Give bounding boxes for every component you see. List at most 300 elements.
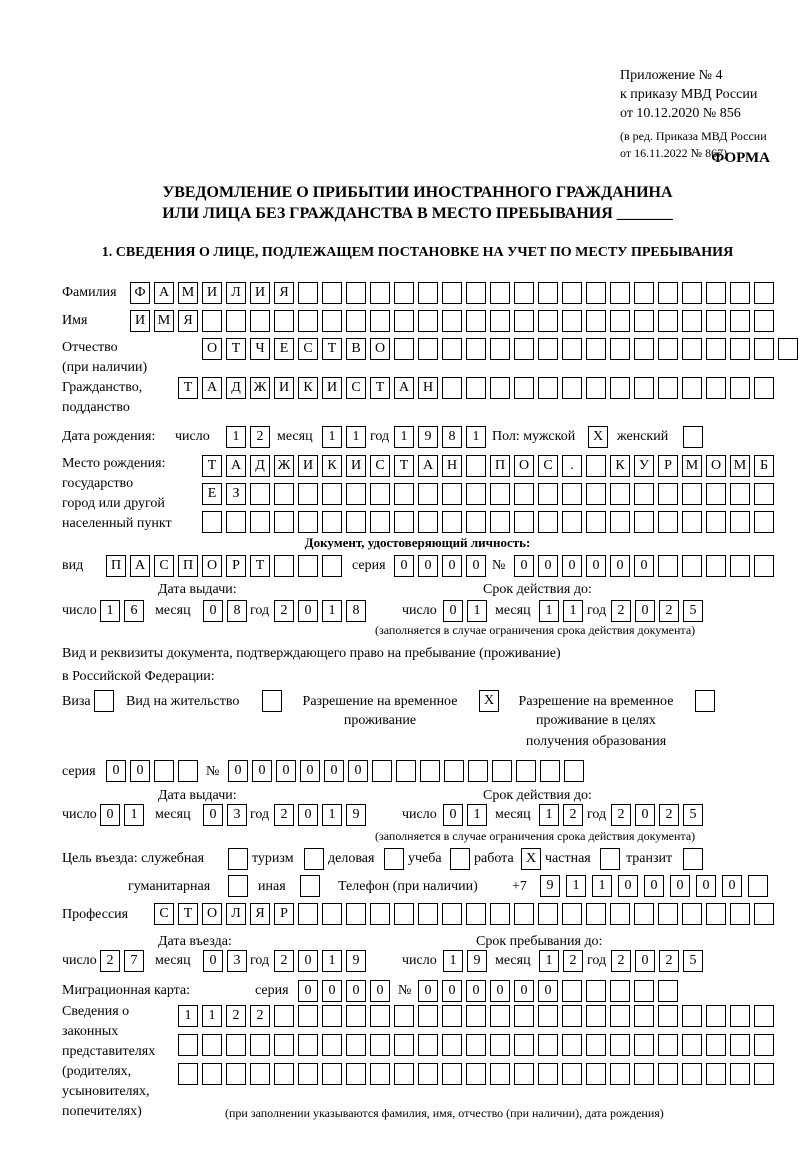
stay-number-cell[interactable]: [516, 760, 536, 782]
birthplace-cell[interactable]: О: [706, 455, 726, 477]
id-number-cell[interactable]: 0: [610, 555, 630, 577]
other-checkbox-cell[interactable]: [300, 875, 320, 897]
representative-cell[interactable]: [466, 1005, 486, 1027]
name-cell[interactable]: [538, 310, 558, 332]
surname-cell[interactable]: [442, 282, 462, 304]
id-number-cell[interactable]: [754, 555, 774, 577]
id-type-cell[interactable]: [298, 555, 318, 577]
representative-cell[interactable]: 2: [250, 1005, 270, 1027]
entry-month-cell[interactable]: 3: [227, 950, 247, 972]
stay-number-cell[interactable]: 0: [228, 760, 248, 782]
representative-cell[interactable]: [682, 1005, 702, 1027]
dob-year-cell[interactable]: 9: [418, 426, 438, 448]
birthplace-cell[interactable]: Т: [394, 455, 414, 477]
id-type-cell[interactable]: [274, 555, 294, 577]
representative-cell[interactable]: 2: [226, 1005, 246, 1027]
representative-cell[interactable]: [658, 1005, 678, 1027]
name-cell[interactable]: [706, 310, 726, 332]
birthplace-cell[interactable]: [562, 483, 582, 505]
representative-cell[interactable]: [610, 1063, 630, 1085]
patronymic-cell[interactable]: [658, 338, 678, 360]
name-cell[interactable]: [226, 310, 246, 332]
name-cell[interactable]: [322, 310, 342, 332]
surname-cell[interactable]: [394, 282, 414, 304]
birthplace-cell[interactable]: И: [346, 455, 366, 477]
profession-cell[interactable]: [754, 903, 774, 925]
birthplace-cell[interactable]: [370, 511, 390, 533]
id-series-cell[interactable]: 0: [466, 555, 486, 577]
migration-series-cell[interactable]: 0: [370, 980, 390, 1002]
valid-month-cell[interactable]: 1: [539, 804, 559, 826]
id-type-cell[interactable]: Т: [250, 555, 270, 577]
representative-cell[interactable]: [490, 1063, 510, 1085]
birthplace-cell[interactable]: [226, 511, 246, 533]
issue-month-cell[interactable]: 0: [203, 600, 223, 622]
citizenship-cell[interactable]: Т: [370, 377, 390, 399]
representative-cell[interactable]: [466, 1034, 486, 1056]
representative-cell[interactable]: [274, 1063, 294, 1085]
valid-year-cell[interactable]: 5: [683, 600, 703, 622]
stay-series-cell[interactable]: [178, 760, 198, 782]
valid-year-cell[interactable]: 2: [659, 600, 679, 622]
stay-number-cell[interactable]: [492, 760, 512, 782]
phone-cell[interactable]: 0: [722, 875, 742, 897]
birthplace-cell[interactable]: К: [610, 455, 630, 477]
id-type-cell[interactable]: [322, 555, 342, 577]
phone-cell[interactable]: 0: [644, 875, 664, 897]
surname-cell[interactable]: [634, 282, 654, 304]
profession-cell[interactable]: О: [202, 903, 222, 925]
citizenship-cell[interactable]: [706, 377, 726, 399]
issue-year-cell[interactable]: 1: [322, 804, 342, 826]
representative-cell[interactable]: [370, 1005, 390, 1027]
dob-month-cell[interactable]: 1: [346, 426, 366, 448]
representative-cell[interactable]: [322, 1005, 342, 1027]
citizenship-cell[interactable]: С: [346, 377, 366, 399]
citizenship-cell[interactable]: [610, 377, 630, 399]
birthplace-cell[interactable]: [586, 455, 606, 477]
profession-cell[interactable]: [562, 903, 582, 925]
phone-cell[interactable]: 0: [618, 875, 638, 897]
birthplace-cell[interactable]: [730, 483, 750, 505]
profession-cell[interactable]: [658, 903, 678, 925]
representative-cell[interactable]: [442, 1005, 462, 1027]
surname-cell[interactable]: Ф: [130, 282, 150, 304]
surname-cell[interactable]: [370, 282, 390, 304]
surname-cell[interactable]: А: [154, 282, 174, 304]
representative-cell[interactable]: [490, 1005, 510, 1027]
patronymic-cell[interactable]: [586, 338, 606, 360]
migration-series-cell[interactable]: 0: [322, 980, 342, 1002]
stay-year-cell[interactable]: 2: [659, 950, 679, 972]
representative-cell[interactable]: [442, 1034, 462, 1056]
representative-cell[interactable]: [394, 1005, 414, 1027]
work-checkbox-cell[interactable]: X: [521, 848, 541, 870]
birthplace-cell[interactable]: П: [490, 455, 510, 477]
patronymic-cell[interactable]: Е: [274, 338, 294, 360]
profession-cell[interactable]: [370, 903, 390, 925]
citizenship-cell[interactable]: [562, 377, 582, 399]
surname-cell[interactable]: [418, 282, 438, 304]
entry-month-cell[interactable]: 0: [203, 950, 223, 972]
dob-year-cell[interactable]: 1: [466, 426, 486, 448]
birthplace-cell[interactable]: К: [322, 455, 342, 477]
name-cell[interactable]: [418, 310, 438, 332]
stay-number-cell[interactable]: [420, 760, 440, 782]
representative-cell[interactable]: [658, 1034, 678, 1056]
birthplace-cell[interactable]: [250, 511, 270, 533]
birthplace-cell[interactable]: А: [226, 455, 246, 477]
birthplace-cell[interactable]: [730, 511, 750, 533]
birthplace-cell[interactable]: А: [418, 455, 438, 477]
migration-number-cell[interactable]: [586, 980, 606, 1002]
birthplace-cell[interactable]: М: [682, 455, 702, 477]
trp-edu-checkbox-cell[interactable]: [695, 690, 715, 712]
surname-cell[interactable]: [730, 282, 750, 304]
birthplace-cell[interactable]: [586, 483, 606, 505]
name-cell[interactable]: [370, 310, 390, 332]
stay-number-cell[interactable]: [564, 760, 584, 782]
representative-cell[interactable]: [706, 1005, 726, 1027]
birthplace-cell[interactable]: [514, 483, 534, 505]
surname-cell[interactable]: Я: [274, 282, 294, 304]
profession-cell[interactable]: [682, 903, 702, 925]
entry-day-cell[interactable]: 2: [100, 950, 120, 972]
patronymic-cell[interactable]: [418, 338, 438, 360]
stay-month-cell[interactable]: 1: [539, 950, 559, 972]
birthplace-cell[interactable]: М: [730, 455, 750, 477]
valid-year-cell[interactable]: 2: [611, 804, 631, 826]
profession-cell[interactable]: Я: [250, 903, 270, 925]
representative-cell[interactable]: [586, 1034, 606, 1056]
birthplace-cell[interactable]: Т: [202, 455, 222, 477]
citizenship-cell[interactable]: [538, 377, 558, 399]
valid-day-cell[interactable]: 1: [467, 600, 487, 622]
birthplace-cell[interactable]: [274, 483, 294, 505]
birthplace-cell[interactable]: Е: [202, 483, 222, 505]
profession-cell[interactable]: [394, 903, 414, 925]
surname-cell[interactable]: [562, 282, 582, 304]
patronymic-cell[interactable]: [706, 338, 726, 360]
phone-cell[interactable]: [748, 875, 768, 897]
patronymic-cell[interactable]: О: [370, 338, 390, 360]
surname-cell[interactable]: [514, 282, 534, 304]
representative-cell[interactable]: [706, 1063, 726, 1085]
birthplace-cell[interactable]: [442, 511, 462, 533]
birthplace-cell[interactable]: [658, 511, 678, 533]
citizenship-cell[interactable]: Ж: [250, 377, 270, 399]
trp-checkbox-cell[interactable]: X: [479, 690, 499, 712]
profession-cell[interactable]: [298, 903, 318, 925]
phone-cell[interactable]: 1: [566, 875, 586, 897]
entry-day-cell[interactable]: 7: [124, 950, 144, 972]
birthplace-cell[interactable]: [274, 511, 294, 533]
representative-cell[interactable]: [610, 1034, 630, 1056]
patronymic-cell[interactable]: [730, 338, 750, 360]
migration-number-cell[interactable]: [634, 980, 654, 1002]
birthplace-cell[interactable]: [538, 511, 558, 533]
valid-day-cell[interactable]: 0: [443, 600, 463, 622]
stay-year-cell[interactable]: 5: [683, 950, 703, 972]
birthplace-cell[interactable]: [466, 483, 486, 505]
stay-number-cell[interactable]: 0: [348, 760, 368, 782]
dob-year-cell[interactable]: 1: [394, 426, 414, 448]
representative-cell[interactable]: [274, 1034, 294, 1056]
birthplace-cell[interactable]: [754, 511, 774, 533]
stay-number-cell[interactable]: [444, 760, 464, 782]
profession-cell[interactable]: [442, 903, 462, 925]
valid-year-cell[interactable]: 0: [635, 804, 655, 826]
representative-cell[interactable]: [418, 1034, 438, 1056]
stay-series-cell[interactable]: [154, 760, 174, 782]
birthplace-cell[interactable]: С: [538, 455, 558, 477]
birthplace-cell[interactable]: [634, 511, 654, 533]
birthplace-cell[interactable]: [682, 483, 702, 505]
citizenship-cell[interactable]: А: [202, 377, 222, 399]
surname-cell[interactable]: [346, 282, 366, 304]
patronymic-cell[interactable]: [394, 338, 414, 360]
profession-cell[interactable]: [514, 903, 534, 925]
representative-cell[interactable]: [514, 1034, 534, 1056]
dob-month-cell[interactable]: 1: [322, 426, 342, 448]
representative-cell[interactable]: [682, 1063, 702, 1085]
representative-cell[interactable]: [538, 1063, 558, 1085]
stay-series-cell[interactable]: 0: [130, 760, 150, 782]
stay-number-cell[interactable]: [540, 760, 560, 782]
birthplace-cell[interactable]: [466, 455, 486, 477]
birthplace-cell[interactable]: [322, 511, 342, 533]
birthplace-cell[interactable]: [394, 483, 414, 505]
birthplace-cell[interactable]: [610, 483, 630, 505]
surname-cell[interactable]: И: [202, 282, 222, 304]
surname-cell[interactable]: [682, 282, 702, 304]
name-cell[interactable]: [610, 310, 630, 332]
representative-cell[interactable]: [442, 1063, 462, 1085]
representative-cell[interactable]: [562, 1063, 582, 1085]
representative-cell[interactable]: [730, 1063, 750, 1085]
id-number-cell[interactable]: [682, 555, 702, 577]
representative-cell[interactable]: [754, 1034, 774, 1056]
representative-cell[interactable]: [178, 1034, 198, 1056]
id-series-cell[interactable]: 0: [442, 555, 462, 577]
official-checkbox-cell[interactable]: [228, 848, 248, 870]
patronymic-cell[interactable]: Т: [226, 338, 246, 360]
name-cell[interactable]: [202, 310, 222, 332]
representative-cell[interactable]: [418, 1005, 438, 1027]
patronymic-cell[interactable]: [562, 338, 582, 360]
birthplace-cell[interactable]: [394, 511, 414, 533]
profession-cell[interactable]: [730, 903, 750, 925]
valid-day-cell[interactable]: 1: [467, 804, 487, 826]
dob-day-cell[interactable]: 1: [226, 426, 246, 448]
birthplace-cell[interactable]: [466, 511, 486, 533]
name-cell[interactable]: [586, 310, 606, 332]
id-number-cell[interactable]: 0: [514, 555, 534, 577]
representative-cell[interactable]: [346, 1005, 366, 1027]
profession-cell[interactable]: [490, 903, 510, 925]
birthplace-cell[interactable]: Н: [442, 455, 462, 477]
issue-year-cell[interactable]: 2: [274, 600, 294, 622]
surname-cell[interactable]: М: [178, 282, 198, 304]
representative-cell[interactable]: [394, 1063, 414, 1085]
migration-number-cell[interactable]: 0: [538, 980, 558, 1002]
citizenship-cell[interactable]: [658, 377, 678, 399]
valid-year-cell[interactable]: 0: [635, 600, 655, 622]
birthplace-cell[interactable]: [658, 483, 678, 505]
humanitarian-checkbox-cell[interactable]: [228, 875, 248, 897]
entry-year-cell[interactable]: 1: [322, 950, 342, 972]
patronymic-cell[interactable]: [466, 338, 486, 360]
id-type-cell[interactable]: Р: [226, 555, 246, 577]
birthplace-cell[interactable]: [442, 483, 462, 505]
citizenship-cell[interactable]: [442, 377, 462, 399]
valid-day-cell[interactable]: 0: [443, 804, 463, 826]
patronymic-cell[interactable]: [610, 338, 630, 360]
birthplace-cell[interactable]: И: [298, 455, 318, 477]
birthplace-cell[interactable]: [202, 511, 222, 533]
name-cell[interactable]: [298, 310, 318, 332]
birthplace-cell[interactable]: [298, 483, 318, 505]
representative-cell[interactable]: [274, 1005, 294, 1027]
name-cell[interactable]: Я: [178, 310, 198, 332]
stay-series-cell[interactable]: 0: [106, 760, 126, 782]
patronymic-cell[interactable]: [514, 338, 534, 360]
id-type-cell[interactable]: С: [154, 555, 174, 577]
id-series-cell[interactable]: 0: [394, 555, 414, 577]
citizenship-cell[interactable]: А: [394, 377, 414, 399]
citizenship-cell[interactable]: [754, 377, 774, 399]
id-number-cell[interactable]: [658, 555, 678, 577]
birthplace-cell[interactable]: Д: [250, 455, 270, 477]
profession-cell[interactable]: Л: [226, 903, 246, 925]
birthplace-cell[interactable]: [706, 511, 726, 533]
stay-number-cell[interactable]: 0: [276, 760, 296, 782]
citizenship-cell[interactable]: И: [274, 377, 294, 399]
patronymic-cell[interactable]: С: [298, 338, 318, 360]
stay-number-cell[interactable]: [468, 760, 488, 782]
stay-year-cell[interactable]: 2: [611, 950, 631, 972]
representative-cell[interactable]: [514, 1063, 534, 1085]
birthplace-cell[interactable]: У: [634, 455, 654, 477]
migration-number-cell[interactable]: 0: [514, 980, 534, 1002]
name-cell[interactable]: [634, 310, 654, 332]
birthplace-cell[interactable]: [682, 511, 702, 533]
name-cell[interactable]: [394, 310, 414, 332]
name-cell[interactable]: [250, 310, 270, 332]
birthplace-cell[interactable]: [514, 511, 534, 533]
citizenship-cell[interactable]: [586, 377, 606, 399]
id-type-cell[interactable]: П: [178, 555, 198, 577]
phone-cell[interactable]: 9: [540, 875, 560, 897]
surname-cell[interactable]: [298, 282, 318, 304]
id-type-cell[interactable]: А: [130, 555, 150, 577]
migration-number-cell[interactable]: [610, 980, 630, 1002]
id-type-cell[interactable]: П: [106, 555, 126, 577]
patronymic-cell[interactable]: [490, 338, 510, 360]
transit-checkbox-cell[interactable]: [683, 848, 703, 870]
migration-number-cell[interactable]: [562, 980, 582, 1002]
birthplace-cell[interactable]: .: [562, 455, 582, 477]
patronymic-cell[interactable]: [754, 338, 774, 360]
birthplace-cell[interactable]: З: [226, 483, 246, 505]
representative-cell[interactable]: [370, 1034, 390, 1056]
representative-cell[interactable]: [634, 1034, 654, 1056]
representative-cell[interactable]: [250, 1034, 270, 1056]
representative-cell[interactable]: [322, 1063, 342, 1085]
stay-month-cell[interactable]: 2: [563, 950, 583, 972]
surname-cell[interactable]: [706, 282, 726, 304]
name-cell[interactable]: [490, 310, 510, 332]
profession-cell[interactable]: [586, 903, 606, 925]
birthplace-cell[interactable]: Б: [754, 455, 774, 477]
representative-cell[interactable]: [538, 1034, 558, 1056]
birthplace-cell[interactable]: О: [514, 455, 534, 477]
representative-cell[interactable]: [226, 1034, 246, 1056]
name-cell[interactable]: И: [130, 310, 150, 332]
birthplace-cell[interactable]: [418, 511, 438, 533]
name-cell[interactable]: [562, 310, 582, 332]
id-series-cell[interactable]: 0: [418, 555, 438, 577]
valid-month-cell[interactable]: 2: [563, 804, 583, 826]
birthplace-cell[interactable]: [490, 483, 510, 505]
birthplace-cell[interactable]: [490, 511, 510, 533]
residence-checkbox-cell[interactable]: [262, 690, 282, 712]
profession-cell[interactable]: С: [154, 903, 174, 925]
surname-cell[interactable]: [754, 282, 774, 304]
birthplace-cell[interactable]: [538, 483, 558, 505]
id-number-cell[interactable]: 0: [634, 555, 654, 577]
phone-cell[interactable]: 0: [670, 875, 690, 897]
issue-day-cell[interactable]: 6: [124, 600, 144, 622]
birthplace-cell[interactable]: Ж: [274, 455, 294, 477]
private-checkbox-cell[interactable]: [600, 848, 620, 870]
birthplace-cell[interactable]: [634, 483, 654, 505]
birthplace-cell[interactable]: [706, 483, 726, 505]
representative-cell[interactable]: 1: [202, 1005, 222, 1027]
migration-number-cell[interactable]: 0: [490, 980, 510, 1002]
visa-checkbox-cell[interactable]: [94, 690, 114, 712]
valid-year-cell[interactable]: 2: [611, 600, 631, 622]
issue-year-cell[interactable]: 9: [346, 804, 366, 826]
citizenship-cell[interactable]: К: [298, 377, 318, 399]
representative-cell[interactable]: [298, 1063, 318, 1085]
representative-cell[interactable]: [226, 1063, 246, 1085]
stay-number-cell[interactable]: [372, 760, 392, 782]
name-cell[interactable]: [658, 310, 678, 332]
patronymic-cell[interactable]: Ч: [250, 338, 270, 360]
surname-cell[interactable]: [610, 282, 630, 304]
dob-year-cell[interactable]: 8: [442, 426, 462, 448]
entry-year-cell[interactable]: 2: [274, 950, 294, 972]
migration-number-cell[interactable]: 0: [466, 980, 486, 1002]
representative-cell[interactable]: [250, 1063, 270, 1085]
representative-cell[interactable]: [538, 1005, 558, 1027]
representative-cell[interactable]: [490, 1034, 510, 1056]
representative-cell[interactable]: [586, 1005, 606, 1027]
business-checkbox-cell[interactable]: [384, 848, 404, 870]
profession-cell[interactable]: [538, 903, 558, 925]
representative-cell[interactable]: [730, 1034, 750, 1056]
profession-cell[interactable]: [610, 903, 630, 925]
patronymic-cell[interactable]: [538, 338, 558, 360]
representative-cell[interactable]: [202, 1034, 222, 1056]
representative-cell[interactable]: [514, 1005, 534, 1027]
representative-cell[interactable]: [610, 1005, 630, 1027]
birthplace-cell[interactable]: [586, 511, 606, 533]
id-type-cell[interactable]: О: [202, 555, 222, 577]
birthplace-cell[interactable]: [298, 511, 318, 533]
tourism-checkbox-cell[interactable]: [304, 848, 324, 870]
